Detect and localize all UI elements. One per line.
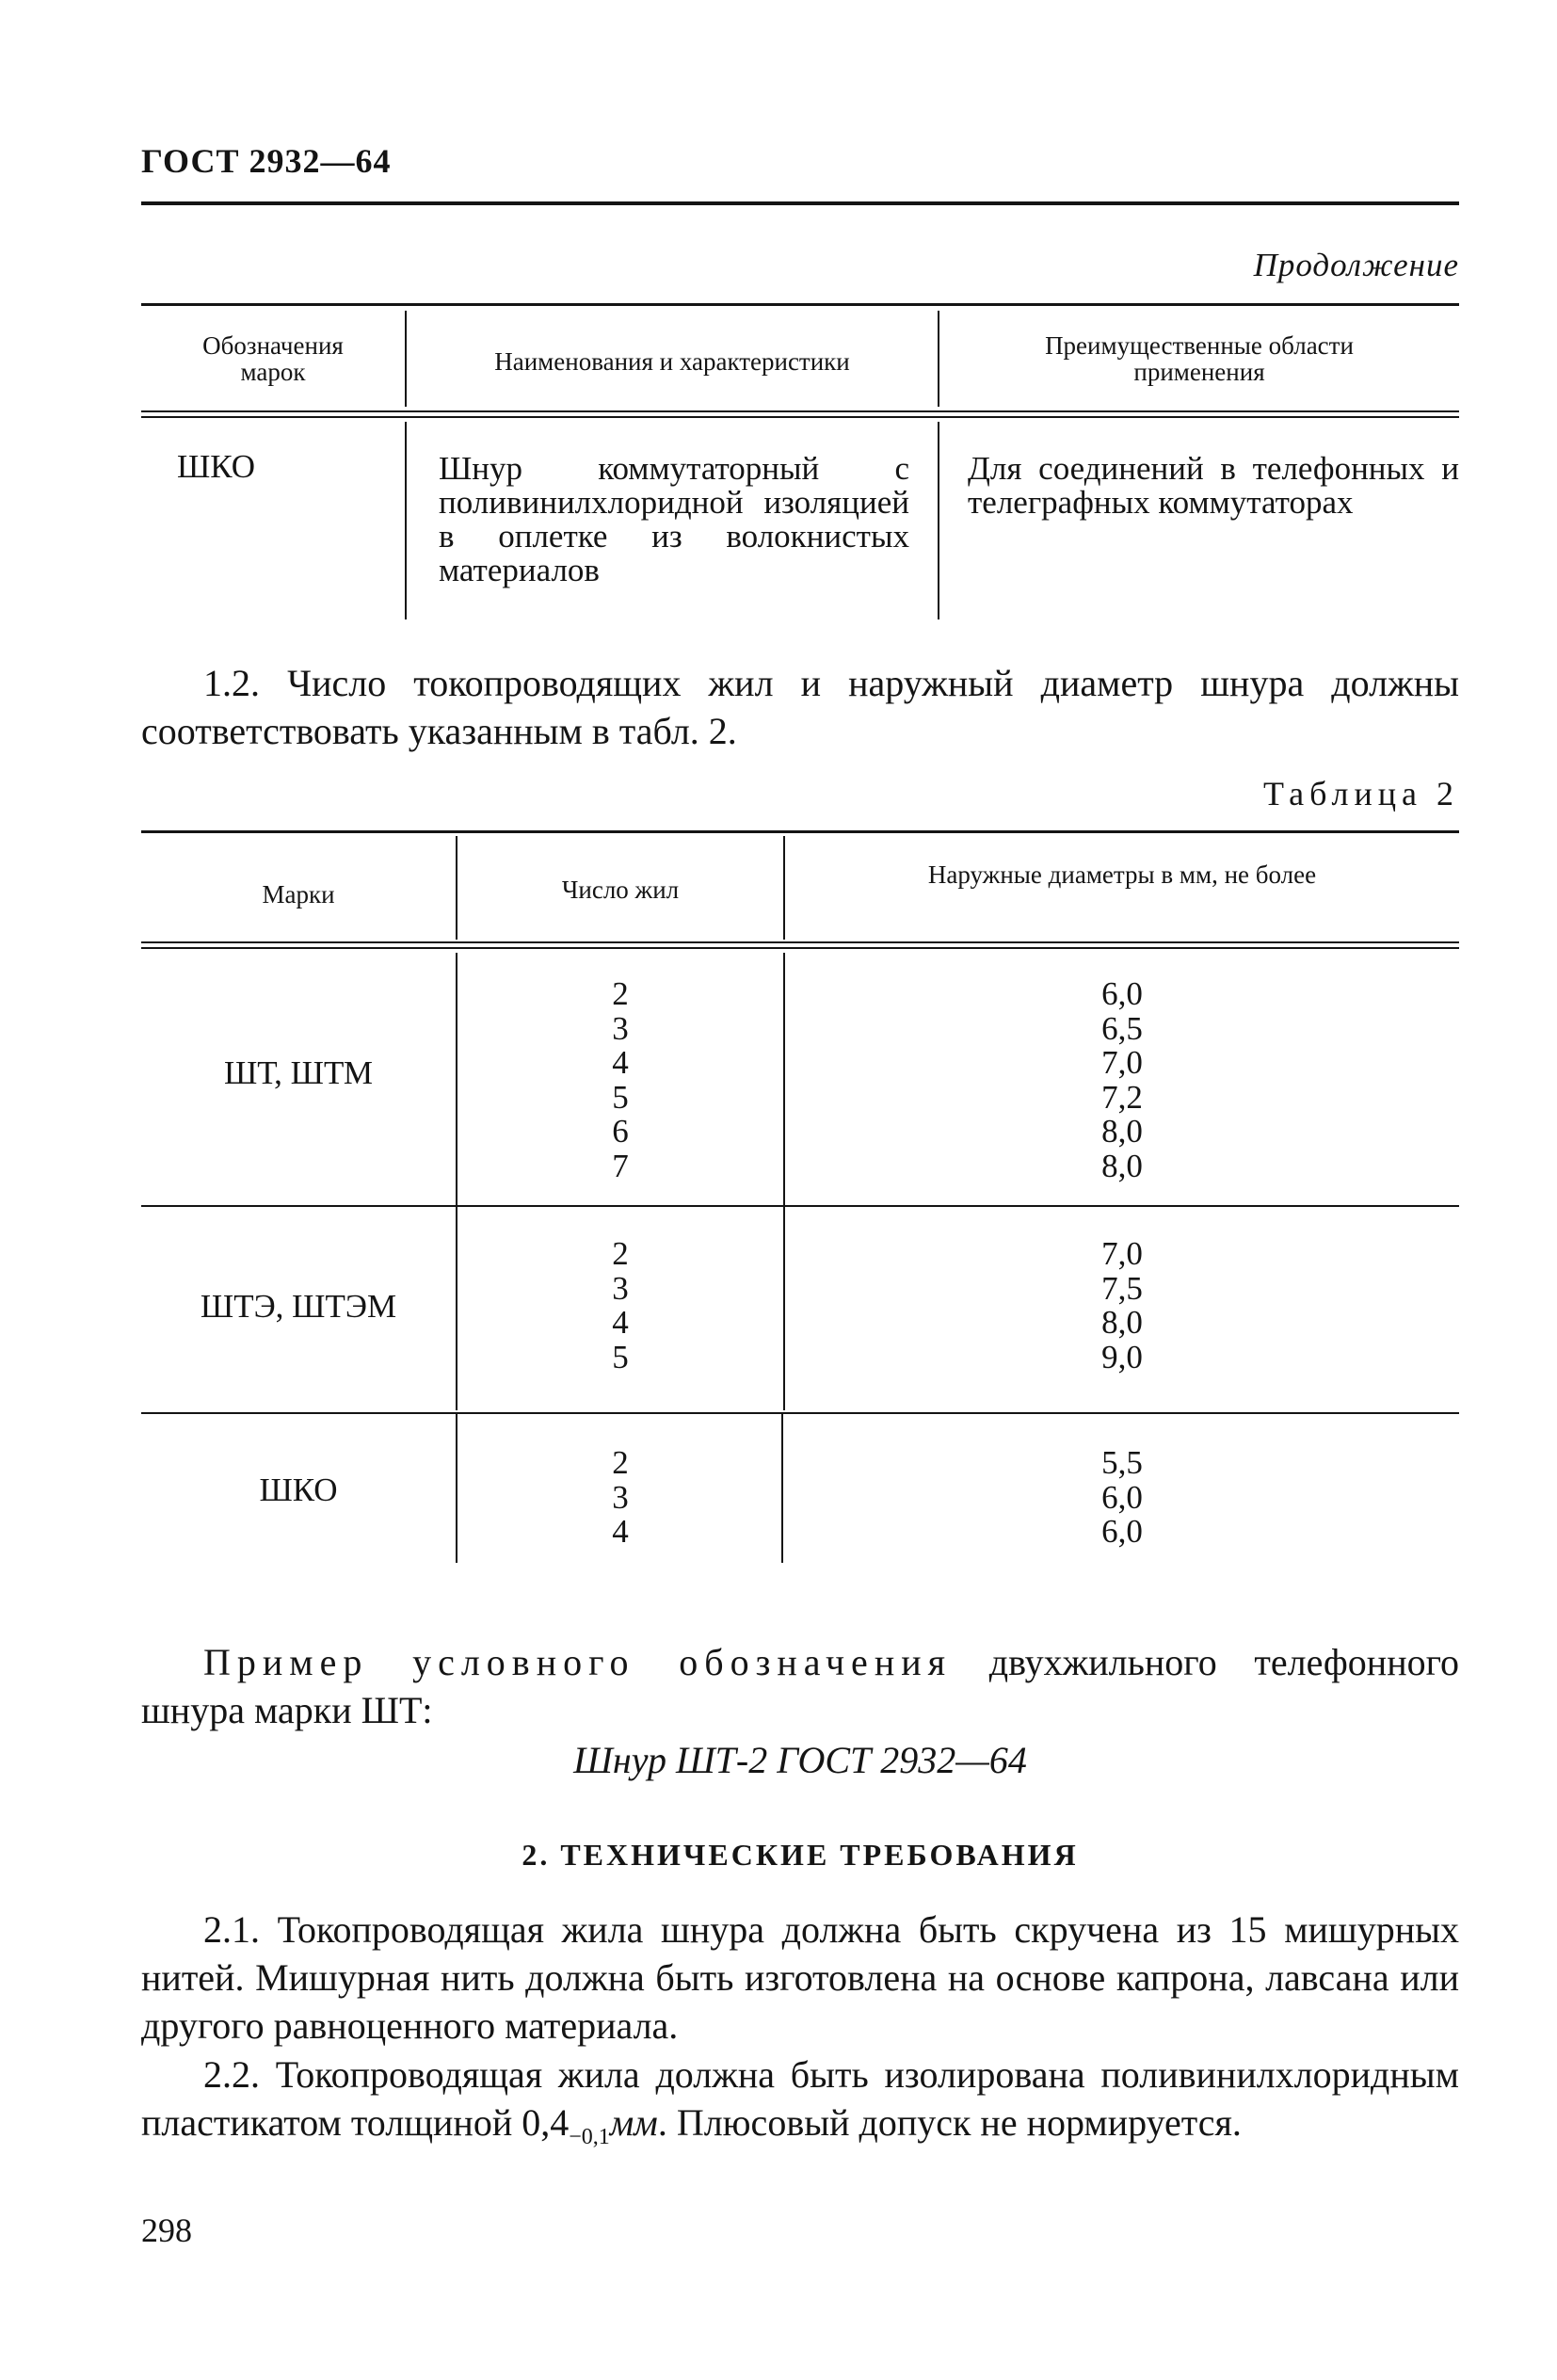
table2-group-3-marks: ШКО xyxy=(259,1471,338,1508)
table2-group-2-diameters-list: 7,0 7,5 8,0 9,0 xyxy=(1101,1235,1143,1375)
section-2-heading: 2. ТЕХНИЧЕСКИЕ ТРЕБОВАНИЯ xyxy=(522,1838,1079,1872)
table2-header-rule-1 xyxy=(141,941,1459,943)
paragraph-2-2-text: 2.2. Токопроводящая жила должна быть изолирована поливинилхлоридным пластикатом толщиной 0,4 xyxy=(141,2053,1459,2144)
table2-top-rule xyxy=(141,830,1459,833)
table2-caption: Таблица 2 xyxy=(1263,775,1459,812)
tolerance-subscript: −0,1 xyxy=(569,2125,610,2149)
table1-row-name: Шнур коммутаторный с поливинилхлоридной изоляцией в оплетке из волокнистых материалов xyxy=(439,450,909,588)
example-intro-rest: двухжильного телефонного шнура марки ШТ: xyxy=(141,1641,1460,1731)
page-number: 298 xyxy=(141,2211,192,2249)
paragraph-1-2: 1.2. Число токопроводящих жил и наружный диаметр шнура должны соответствовать указанным в табл. 2. xyxy=(141,662,1459,752)
example-intro-spaced: Пример условного обозначения xyxy=(203,1641,953,1683)
table2-group-2-rule xyxy=(141,1412,1459,1414)
table1-header-application-text: Преимущественные области применения xyxy=(1045,331,1354,386)
table2-group-1-cores xyxy=(457,977,783,1183)
table2-group-1-cores-list: 2 3 4 5 6 7 xyxy=(612,975,629,1184)
table2-group-3-cores xyxy=(457,1446,783,1550)
table1-header-marks xyxy=(141,332,405,385)
table1-header-rule-2 xyxy=(141,416,1459,418)
table2-group-3-diameters xyxy=(785,1446,1459,1550)
table1-divider-3 xyxy=(405,422,407,619)
table2-divider-2 xyxy=(783,836,785,940)
table2-group-1-diameters-list: 6,0 6,5 7,0 7,2 8,0 8,0 xyxy=(1101,975,1143,1184)
table1-header-marks-text: Обозначения марок xyxy=(202,331,344,386)
paragraph-2-1: 2.1. Токопроводящая жила шнура должна быть скручена из 15 мишурных нитей. Мишурная нить должна быть изготовлена на основе капрона, лавсана или другого равноценного материала. xyxy=(141,1908,1459,2047)
table2-header-marks: Марки xyxy=(262,880,335,909)
continuation-label: Продолжение xyxy=(1253,247,1459,283)
table2-group-1-rule xyxy=(141,1205,1459,1207)
header-rule xyxy=(141,201,1459,205)
table2-group-2-cores-list: 2 3 4 5 xyxy=(612,1235,629,1375)
table2-group-1-diameters xyxy=(785,977,1459,1183)
table1-header-names: Наименования и характеристики xyxy=(494,347,850,376)
table2-header-diameters-text: Наружные диаметры в мм, не более xyxy=(927,860,1317,889)
table2-group-2-marks: ШТЭ, ШТЭМ xyxy=(200,1288,397,1325)
document-code: ГОСТ 2932—64 xyxy=(141,142,392,180)
paragraph-2-2 xyxy=(141,2050,1459,2162)
table1-row-mark: ШКО xyxy=(177,448,256,485)
table2-header-cores: Число жил xyxy=(561,876,680,904)
table1-divider-4 xyxy=(938,422,939,619)
table1-row-application: Для соединений в телефонных и телеграфных коммутаторах xyxy=(968,450,1459,521)
table1-header-application xyxy=(939,332,1459,385)
unit-mm: мм xyxy=(609,2101,658,2144)
table2-group-3-diameters-list: 5,5 6,0 6,0 xyxy=(1101,1444,1143,1550)
table1-header-rule-1 xyxy=(141,410,1459,412)
table2-header-diameters xyxy=(785,861,1459,888)
table2-group-1-marks: ШТ, ШТМ xyxy=(223,1054,374,1091)
table1-top-rule xyxy=(141,303,1459,306)
table2-group-2-diameters xyxy=(785,1237,1459,1375)
table2-group-2-cores xyxy=(457,1237,783,1375)
table2-header-rule-2 xyxy=(141,947,1459,949)
table2-group-3-cores-list: 2 3 4 xyxy=(612,1444,629,1550)
paragraph-2-2-tail: . Плюсовый допуск не нормируется. xyxy=(657,2101,1242,2144)
example-designation: Шнур ШТ-2 ГОСТ 2932—64 xyxy=(573,1739,1027,1781)
example-paragraph xyxy=(141,1638,1459,1734)
